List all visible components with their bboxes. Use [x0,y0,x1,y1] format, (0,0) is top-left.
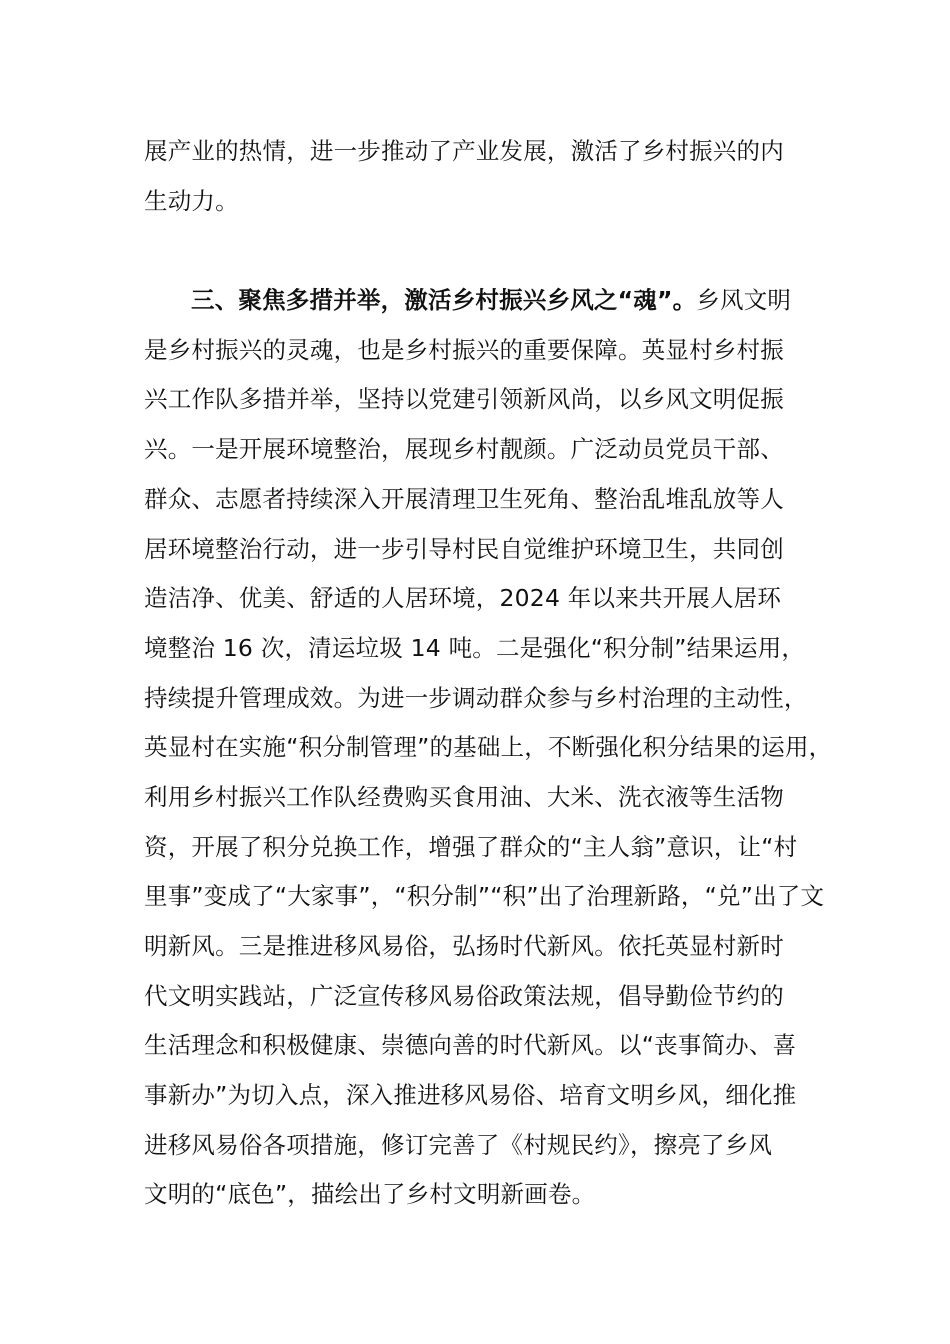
text-line: 乡风文明 [696,286,792,315]
text-line: 兴工作队多措并举，坚持以党建引领新风尚，以乡风文明促振 [144,385,784,414]
text-line: 群众、志愿者持续深入开展清理卫生死角、整治乱堆乱放等人 [144,484,784,513]
text-line: 生活理念和积极健康、崇德向善的时代新风。以“丧事简办、喜 [144,1031,797,1060]
text-line: 代文明实践站，广泛宣传移风易俗政策法规，倡导勤俭节约的 [144,981,784,1010]
text-line: 是乡村振兴的灵魂，也是乡村振兴的重要保障。英显村乡村振 [144,335,784,364]
text-line: 事新办”为切入点，深入推进移风易俗、培育文明乡风，细化推 [144,1081,797,1110]
section-heading: 三、聚焦多措并举，激活乡村振兴乡风之“魂”。 [191,286,697,315]
text-line: 里事”变成了“大家事”，“积分制”“积”出了治理新路，“兑”出了文 [144,882,825,911]
blank-line [144,226,844,276]
text-line: 居环境整治行动，进一步引导村民自觉维护环境卫生，共同创 [144,534,784,563]
text-line: 文明的“底色”，描绘出了乡村文明新画卷。 [144,1180,596,1209]
text-line: 进移风易俗各项措施，修订完善了《村规民约》，擦亮了乡风 [144,1130,773,1159]
text-line: 利用乡村振兴工作队经费购买食用油、大米、洗衣液等生活物 [144,782,784,811]
text-line: 造洁净、优美、舒适的人居环境，2024 年以来共开展人居环 [144,584,782,613]
text-line: 持续提升管理成效。为进一步调动群众参与乡村治理的主动性， [144,683,808,712]
text-line: 展产业的热情，进一步推动了产业发展，激活了乡村振兴的内 [144,137,784,165]
text-line: 明新风。三是推进移风易俗，弘扬时代新风。依托英显村新时 [144,932,784,960]
document-body [144,127,844,1220]
text-line: 资，开展了积分兑换工作，增强了群众的“主人翁”意识，让“村 [144,832,798,861]
text-line: 生动力。 [144,186,239,215]
text-line: 兴。一是开展环境整治，展现乡村靓颜。广泛动员党员干部、 [144,435,784,464]
text-line: 英显村在实施“积分制管理”的基础上，不断强化积分结果的运用， [144,733,833,762]
text-line: 境整治 16 次，清运垃圾 14 吨。二是强化“积分制”结果运用， [144,633,806,662]
section-heading-line [144,276,844,326]
